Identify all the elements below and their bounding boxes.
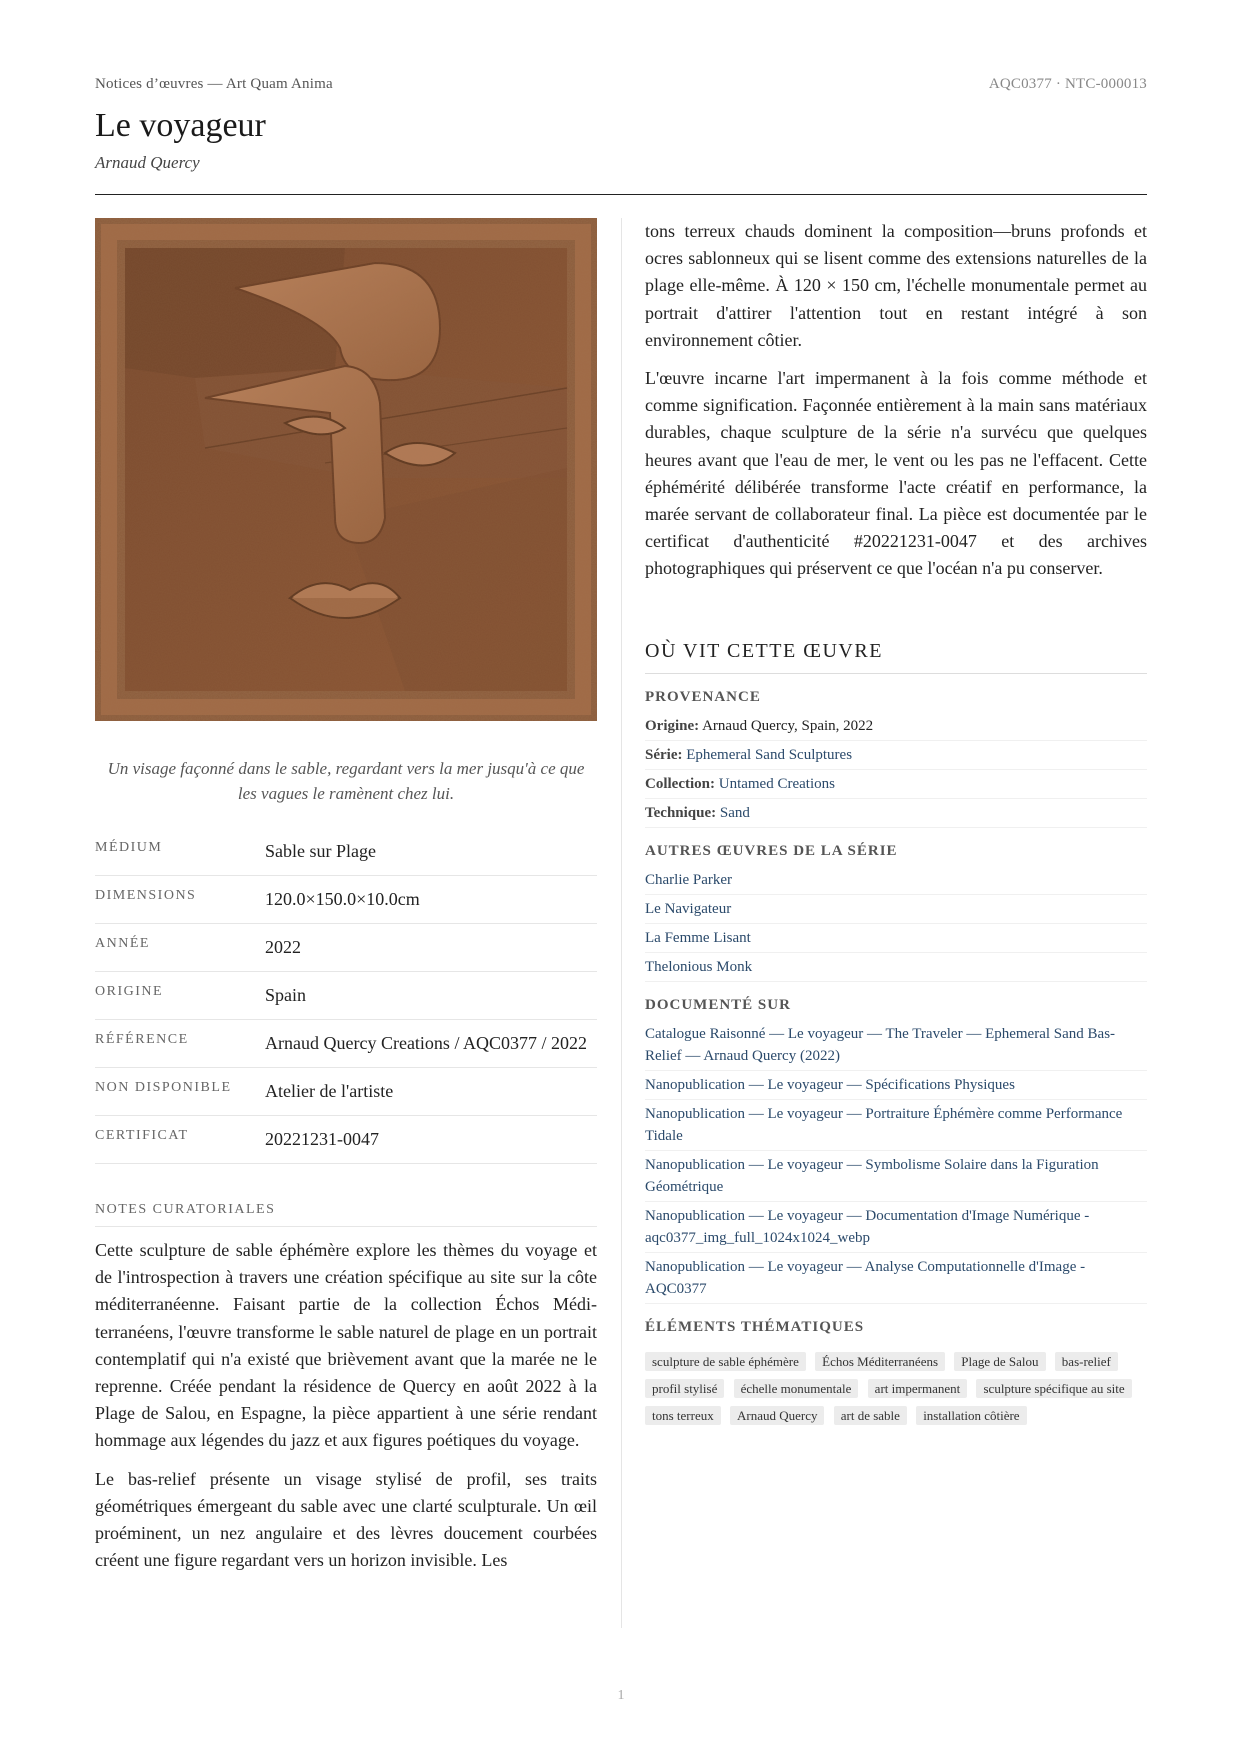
theme-tag[interactable]: Arnaud Quercy xyxy=(730,1406,825,1425)
right-column xyxy=(645,218,1147,1429)
spec-label: ANNÉE xyxy=(95,936,150,951)
provenance-origin xyxy=(645,712,1147,741)
provenance-series xyxy=(645,741,1147,770)
provenance-label: Origine: xyxy=(645,717,700,734)
series-work-link[interactable]: Charlie Parker xyxy=(645,866,1147,895)
theme-tag[interactable]: profil stylisé xyxy=(645,1379,724,1398)
artwork-caption: Un visage façonné dans le sable, regardant vers la mer jusqu'à ce que les vagues le ramènent chez lui. xyxy=(107,759,585,803)
documentation-link[interactable]: Nanopublication — Le voyageur — Spécifications Physiques xyxy=(645,1071,1147,1100)
documentation-link[interactable]: Catalogue Raisonné — Le voyageur — The Traveler — Ephemeral Sand Bas-Relief — Arnaud Quercy (2022) xyxy=(645,1020,1147,1071)
series-works-heading: AUTRES ŒUVRES DE LA SÉRIE xyxy=(645,842,898,859)
spec-row-reference xyxy=(95,1020,597,1068)
provenance-collection xyxy=(645,770,1147,799)
themes-heading: ÉLÉMENTS THÉMATIQUES xyxy=(645,1318,865,1335)
curatorial-notes xyxy=(95,1237,597,1574)
spec-row-medium xyxy=(95,828,597,876)
theme-tag[interactable]: bas-relief xyxy=(1055,1352,1118,1371)
spec-label: MÉDIUM xyxy=(95,840,163,855)
artist-name: Arnaud Quercy xyxy=(95,153,200,172)
spec-value: 20221231-0047 xyxy=(265,1129,379,1149)
provenance-label: Technique: xyxy=(645,804,717,821)
technique-link[interactable]: Sand xyxy=(719,804,750,821)
spec-value: Arnaud Quercy Creations / AQC0377 / 2022 xyxy=(265,1033,587,1053)
documentation-link[interactable]: Nanopublication — Le voyageur — Symbolisme Solaire dans la Figuration Géométrique xyxy=(645,1151,1147,1202)
notes-paragraph: Le bas-relief présente un visage stylisé de profil, ses traits géométriques émergeant du sable avec une clarté sculpturale. Un œil proéminent, un nez angulaire et des lèvres doucement courbées créent une figure regardant vers un horizon invisible. Les xyxy=(95,1468,597,1571)
theme-tag[interactable]: installation côtière xyxy=(916,1406,1026,1425)
spec-row-origin xyxy=(95,972,597,1020)
spec-value: Sable sur Plage xyxy=(265,841,376,861)
theme-tag[interactable]: sculpture spécifique au site xyxy=(976,1379,1131,1398)
page-number: 1 xyxy=(617,1688,625,1703)
provenance-technique xyxy=(645,799,1147,828)
series-work-link[interactable]: Thelonious Monk xyxy=(645,953,1147,982)
series-link[interactable]: Ephemeral Sand Sculptures xyxy=(686,746,853,763)
sand-relief-illustration xyxy=(95,218,597,721)
documentation-link[interactable]: Nanopublication — Le voyageur — Portraiture Éphémère comme Performance Tidale xyxy=(645,1100,1147,1151)
theme-tags xyxy=(645,1348,1147,1429)
provenance-label: Série: xyxy=(645,746,683,763)
header-divider xyxy=(95,194,1147,195)
notes-paragraph-continued: tons terreux chauds dominent la composition—bruns profonds et ocres sablonneux qui se lisent comme des extensions naturelles de la plage elle-même. À 120 × 150 cm, l'échelle monumentale permet au portrait d'attirer l'attention tout en restant intégré à son environnement côtier. xyxy=(645,221,1147,350)
theme-tag[interactable]: art de sable xyxy=(834,1406,907,1425)
spec-row-year xyxy=(95,924,597,972)
spec-label: NON DISPONIBLE xyxy=(95,1080,232,1095)
reference-code: AQC0377 · NTC-000013 xyxy=(988,76,1147,92)
collection-link[interactable]: Untamed Creations xyxy=(718,775,835,792)
spec-row-availability xyxy=(95,1068,597,1116)
series-work-link[interactable]: Le Navigateur xyxy=(645,895,1147,924)
notes-paragraph: L'œuvre incarne l'art impermanent à la fois comme méthode et comme signification. Façonnée entièrement à la main sans matériaux durables, chaque sculpture de la série n'a survécu que quelques heures avant que l'eau de mer, le vent ou les pas ne l'effacent. Cette éphémérité délibérée transforme l'acte créatif en performance, la marée servant de collaborateur final. La pièce est documentée par le certificat d'authenticité #20221231-0047 et des archives photographiques qui préservent ce que l'océan n'a pu conserver. xyxy=(645,368,1147,579)
provenance-label: Collection: xyxy=(645,775,715,792)
documentation-link[interactable]: Nanopublication — Le voyageur — Documentation d'Image Numérique - aqc0377_img_full_1024x1024_webp xyxy=(645,1202,1147,1253)
spec-label: RÉFÉRENCE xyxy=(95,1032,189,1047)
collection-label: Notices d’œuvres — Art Quam Anima xyxy=(95,76,333,92)
theme-tag[interactable]: Plage de Salou xyxy=(954,1352,1045,1371)
provenance-heading: PROVENANCE xyxy=(645,688,761,705)
specs-table xyxy=(95,828,597,1164)
spec-label: CERTIFICAT xyxy=(95,1128,189,1143)
spec-value: Spain xyxy=(265,985,307,1005)
spec-value: Atelier de l'artiste xyxy=(265,1081,394,1101)
curatorial-notes-heading: NOTES CURATORIALES xyxy=(95,1202,597,1227)
theme-tag[interactable]: échelle monumentale xyxy=(734,1379,859,1398)
spec-value: 2022 xyxy=(265,937,301,957)
spec-row-certificate xyxy=(95,1116,597,1164)
notes-paragraph: Cette sculpture de sable éphémère explore les thèmes du voyage et de l'introspection à travers une création spécifique au site sur la côte méditerranéenne. Faisant partie de la collection Échos Méditerranéens, l'œuvre transforme le sable naturel de plage en un portrait contemplatif qui n'a existé que brièvement avant que la marée ne le reprenne. Créée pendant la résidence de Quercy en août 2022 à la Plage de Salou, en Espagne, la pièce appartient à une série rendant hommage aux légendes du jazz et aux figures poétiques du voyage. xyxy=(95,1240,597,1451)
theme-tag[interactable]: art impermanent xyxy=(868,1379,968,1398)
page xyxy=(95,0,1147,1754)
left-column xyxy=(95,218,597,1574)
spec-label: DIMENSIONS xyxy=(95,888,197,903)
documented-heading: DOCUMENTÉ SUR xyxy=(645,996,791,1013)
column-divider xyxy=(621,218,622,1628)
page-title: Le voyageur xyxy=(95,107,266,144)
theme-tag[interactable]: Échos Méditerranéens xyxy=(815,1352,945,1371)
spec-value: 120.0×150.0×10.0cm xyxy=(265,889,420,909)
spec-label: ORIGINE xyxy=(95,984,164,999)
page-header xyxy=(95,76,1147,98)
artwork-image[interactable] xyxy=(95,218,597,721)
theme-tag[interactable]: sculpture de sable éphémère xyxy=(645,1352,806,1371)
theme-tag[interactable]: tons terreux xyxy=(645,1406,721,1425)
documentation-link[interactable]: Nanopublication — Le voyageur — Analyse Computationnelle d'Image - AQC0377 xyxy=(645,1253,1147,1304)
spec-row-dimensions xyxy=(95,876,597,924)
where-heading: OÙ VIT CETTE ŒUVRE xyxy=(645,640,1147,674)
series-work-link[interactable]: La Femme Lisant xyxy=(645,924,1147,953)
provenance-value: Arnaud Quercy, Spain, 2022 xyxy=(702,717,874,734)
